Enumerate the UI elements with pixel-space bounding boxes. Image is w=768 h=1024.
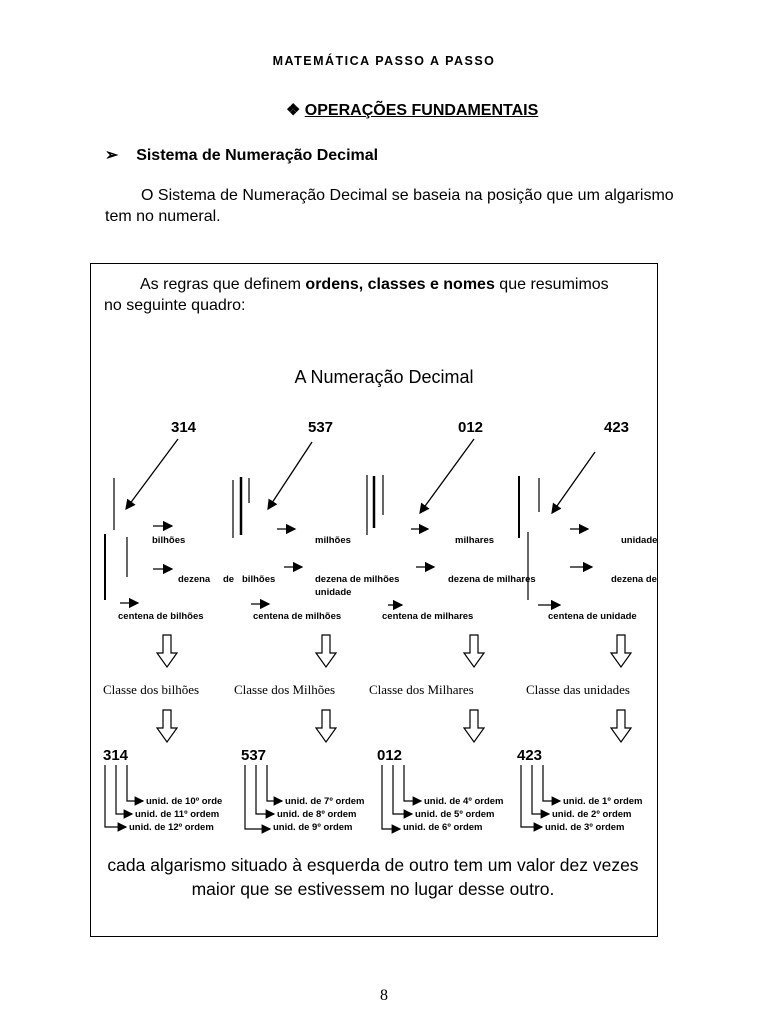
down-arrow-icon: [611, 635, 631, 667]
label-dezena-bilhoes-a: dezena: [178, 574, 211, 585]
down-arrow-icon: [611, 710, 631, 742]
label-unidade: unidade: [621, 535, 658, 546]
class-bilhoes: Classe dos bilhões: [103, 682, 200, 697]
diagonal-arrow: [552, 452, 595, 513]
order-label: unid. de 9º ordem: [273, 822, 353, 833]
diagonal-arrow: [126, 439, 178, 509]
order-label: unid. de 11º ordem: [135, 809, 220, 820]
label-dezena-bilhoes-c: bilhões: [242, 574, 276, 585]
number-314: 314: [171, 419, 197, 436]
diamond-bullet-icon: ❖: [286, 102, 301, 119]
order-label: unid. de 4º ordem: [424, 796, 504, 807]
bottom-number-012: 012: [377, 747, 403, 764]
label-unidade-2: unidade: [315, 587, 352, 598]
down-arrow-icon: [464, 635, 484, 667]
chart-title: A Numeração Decimal: [294, 367, 474, 387]
order-label: unid. de 5º ordem: [415, 809, 495, 820]
label-centena-unidade: centena de unidade: [548, 611, 637, 622]
label-centena-milhares: centena de milhares: [382, 611, 474, 622]
arrow-bullet-icon: ➢: [105, 147, 119, 164]
order-label: unid. de 10º orde: [146, 796, 223, 807]
label-bilhoes: bilhões: [152, 535, 186, 546]
order-label: unid. de 6º ordem: [403, 822, 483, 833]
section-title: OPERAÇÕES FUNDAMENTAIS: [304, 102, 539, 119]
label-dezena-milhares: dezena de milhares: [448, 574, 536, 585]
intro-paragraph: O Sistema de Numeração Decimal se baseia na posição que um algarismo tem no numeral.: [105, 187, 674, 225]
running-header: MATEMÁTICA PASSO A PASSO: [272, 54, 496, 68]
order-label: unid. de 2º ordem: [552, 809, 632, 820]
down-arrow-icon: [316, 635, 336, 667]
bottom-number-314: 314: [103, 747, 129, 764]
order-label: unid. de 12º ordem: [129, 822, 214, 833]
order-label: unid. de 3º ordem: [545, 822, 625, 833]
intro-text-a: As regras que definem: [140, 276, 306, 293]
down-arrow-icon: [157, 710, 177, 742]
class-milhares: Classe dos Milhares: [369, 682, 474, 697]
order-label: unid. de 8º ordem: [277, 809, 357, 820]
label-centena-bilhoes: centena de bilhões: [118, 611, 204, 622]
label-centena-milhoes: centena de milhões: [253, 611, 342, 622]
number-012: 012: [458, 419, 484, 436]
intro-text-bold: ordens, classes e nomes: [305, 276, 495, 293]
intro-text-b: que resumimos no seguinte quadro:: [104, 276, 609, 314]
down-arrow-icon: [464, 710, 484, 742]
label-dezena-bilhoes-b: de: [223, 574, 235, 585]
number-537: 537: [308, 419, 334, 436]
down-arrow-icon: [316, 710, 336, 742]
bottom-number-537: 537: [241, 747, 267, 764]
bottom-number-423: 423: [517, 747, 543, 764]
page-number: 8: [380, 987, 388, 1004]
closing-statement: cada algarismo situado à esquerda de outro tem um valor dez vezes maior que se estivessem no lugar desse outro.: [107, 855, 639, 899]
diagonal-arrow: [268, 442, 312, 509]
number-423: 423: [604, 419, 630, 436]
label-dezena-milhoes: dezena de milhões: [315, 574, 400, 585]
class-milhoes: Classe dos Milhões: [234, 682, 336, 697]
diagonal-arrow: [420, 439, 474, 513]
label-dezena-unidade: dezena de: [611, 574, 657, 585]
subsection-title: Sistema de Numeração Decimal: [136, 147, 379, 164]
order-label: unid. de 7º ordem: [285, 796, 365, 807]
class-unidades: Classe das unidades: [526, 682, 630, 697]
order-label: unid. de 1º ordem: [563, 796, 643, 807]
down-arrow-icon: [157, 635, 177, 667]
label-milhares: milhares: [455, 535, 495, 546]
label-milhoes: milhões: [315, 535, 351, 546]
